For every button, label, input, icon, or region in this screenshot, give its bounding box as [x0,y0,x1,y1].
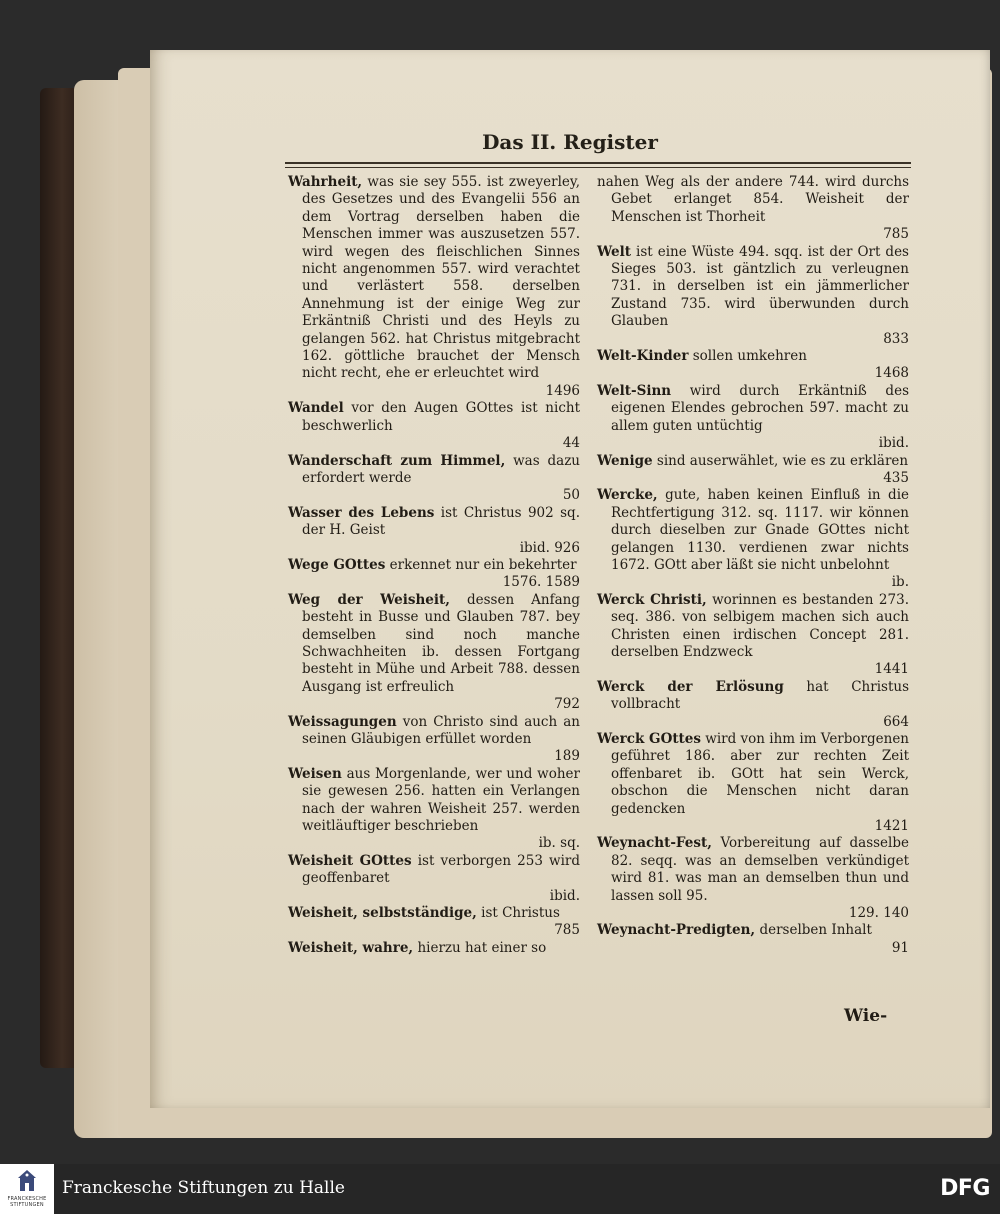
index-entry-head: Werck Christi, [597,591,707,608]
index-entry [597,592,909,679]
header-rule [285,162,911,164]
index-entry-head: Weissagungen [288,713,397,730]
index-entry-text: von Christo sind auch an seinen Gläubigen erfüllet worden [302,713,580,747]
index-column-left [288,174,580,957]
index-entry-head: Weg der Weisheit, [288,591,450,608]
index-page-number: 792 [554,696,580,713]
index-entry [597,679,909,731]
index-page-number: 1496 [545,382,580,399]
index-entry-text: worinnen es bestanden 273. seq. 386. von selbigem machen sich auch Christen einen irdischen Concept 281. derselben Endzweck [611,591,909,660]
index-entry-text: derselben Inhalt [759,922,872,939]
building-emblem-icon [18,1169,36,1193]
index-entry [288,940,580,957]
index-entry-text: hat Christus vollbracht [611,678,909,713]
index-page-number: 189 [554,748,580,765]
index-entry-head: Welt-Kinder [597,348,689,365]
index-entry-text: sind auserwählet, wie es zu erklären [656,452,909,469]
logo-text [0,1196,54,1208]
dfg-logo[interactable]: DFG [940,1176,990,1201]
index-entry [288,400,580,452]
index-entry [597,453,909,488]
index-entry-text: ist verborgen 253 wird geoffenbaret [302,852,581,887]
index-page-number: 1441 [874,661,909,678]
index-column-right [597,174,909,957]
index-page-number: 833 [883,330,909,347]
index-entry [597,174,909,244]
index-entry-text: gute, haben keinen Einfluß in die Rechtfertigung 312. sq. 1117. wir können durch dieselben zur Gnade GOttes nicht gelangen 1130. verdienen zwar nichts 1672. GOtt aber läßt sie nicht unbelohnt [611,487,909,573]
index-page-number: 50 [562,487,580,504]
index-entry-text: ist eine Wüste 494. sqq. ist der Ort des Sieges 503. ist gäntzlich zu verleugnen 731. in derselben ist ein jämmerlicher Zustand 735. wird überwunden durch Glauben [611,243,909,330]
index-page-number: 1576. 1589 [502,574,580,591]
index-entry [288,453,580,505]
index-entry-head: Werck GOttes [597,731,701,747]
index-entry-head: Wege GOttes [288,556,386,573]
index-page-number: 785 [554,922,580,939]
footer-bar [0,1164,1000,1214]
index-entry [288,174,580,400]
index-page-number: 785 [883,226,909,243]
header-rule-thin [285,167,911,168]
index-entry-text: nahen Weg als der andere 744. wird durchs Gebet erlanget 854. Weisheit der Menschen ist Thorheit [597,174,909,225]
index-page-number: ib. sq. [538,835,580,852]
index-page-number: 91 [891,939,909,956]
index-entry-head: Weisheit, selbstständige, [288,905,477,922]
index-entry-text: was dazu erfordert werde [302,452,581,486]
index-entry-head: Weisheit, wahre, [288,939,414,956]
index-entry-text: erkennet nur ein bekehrter [389,556,577,573]
index-entry-text: vor den Augen GOttes ist nicht beschwerlich [302,400,580,434]
index-entry [288,557,580,592]
running-head: Das II. Register [482,130,658,154]
index-entry-text: aus Morgenlande, wer und woher sie gewesen 256. hatten ein Verlangen nach der wahren Weisheit 257. werden weitläuftiger beschrieben [302,765,580,835]
index-page-number: ibid. [878,435,909,452]
index-page-number: 1421 [874,818,909,835]
index-entry-head: Wercke, [597,487,658,504]
index-entry-head: Welt [597,243,632,260]
book-page [150,50,990,1108]
institution-logo[interactable] [0,1164,54,1214]
catchword: Wie- [844,1006,888,1026]
index-entry-head: Weisheit GOttes [288,852,412,869]
index-entry-head: Wenige [597,452,653,469]
index-entry [597,244,909,348]
index-entry-head: Weynacht-Fest, [597,835,712,852]
index-entry [288,766,580,853]
index-page-number: ibid. [549,887,580,904]
index-entry-text: sollen umkehren [692,348,807,365]
index-entry-text: wird von ihm im Verborgenen geführet 186. aber zur rechten Zeit offenbaret ib. GOtt hat sein Werck, obschon die Menschen nicht daran gedencken [611,731,909,817]
index-entry [288,853,580,905]
logo-text-line1: FRANCKESCHE [7,1196,47,1202]
index-page-number: 435 [883,469,909,486]
index-page-number: 44 [562,435,580,452]
index-entry [597,348,909,383]
index-entry-head: Wahrheit, [288,174,363,190]
index-entry-text: dessen Anfang besteht in Busse und Glauben 787. bey demselben sind noch manche Schwachheiten ib. dessen Fortgang besteht in Mühe und Arbeit 788. dessen Ausgang ist erfreulich [302,591,580,695]
index-entry [288,905,580,940]
index-page-number: 129. 140 [848,905,909,922]
index-entry-text: was sie sey 555. ist zweyerley, des Gesetzes und des Evangelii 556 an dem Vortrag derselben haben die Menschen immer was auszusetzen 557. wird wegen des fleischlichen Sinnes nicht angenommen 557. wird verachtet und verlästert 558. derselben Annehmung ist der einige Weg zur Erkäntniß Christi und des Heyls zu gelangen 562. hat Christus mitgebracht 162. göttliche brauchet der Mensch nicht recht, ehe er erleuchtet wird [302,174,580,382]
index-page-number: ib. [891,574,909,591]
index-entry [597,487,909,591]
index-entry-head: Welt-Sinn [597,382,672,399]
index-entry-head: Wanderschaft zum Himmel, [288,452,506,469]
index-entry-head: Weisen [288,765,342,782]
index-entry [597,731,909,835]
index-entry [597,922,909,957]
index-entry-text: wird durch Erkäntniß des eigenen Elendes gebrochen 597. macht zu allem guten untüchtig [611,382,909,434]
logo-text-line2: STIFTUNGEN [10,1202,44,1208]
index-entry-text: Vorbereitung auf dasselbe 82. seqq. was an demselben verkündiget wird 81. was man an demselben thun und lassen soll 95. [611,835,909,904]
index-entry-head: Wasser des Lebens [288,504,435,521]
index-entry-text: ist Christus 902 sq. der H. Geist [302,504,580,539]
index-entry [597,835,909,922]
index-entry-text: hierzu hat einer so [417,939,547,956]
index-entry [288,592,580,714]
index-entry [597,383,909,453]
index-entry-text: ist Christus [481,905,560,922]
index-page-number: 664 [883,713,909,730]
index-page-number: ibid. 926 [519,539,580,556]
index-entry-head: Weynacht-Predigten, [597,922,756,939]
index-entry [288,714,580,766]
index-page-number: 1468 [874,365,909,382]
institution-name[interactable]: Franckesche Stiftungen zu Halle [62,1178,345,1198]
index-entry-head: Wandel [288,400,344,417]
index-entry [288,505,580,557]
index-entry-head: Werck der Erlösung [597,678,784,695]
